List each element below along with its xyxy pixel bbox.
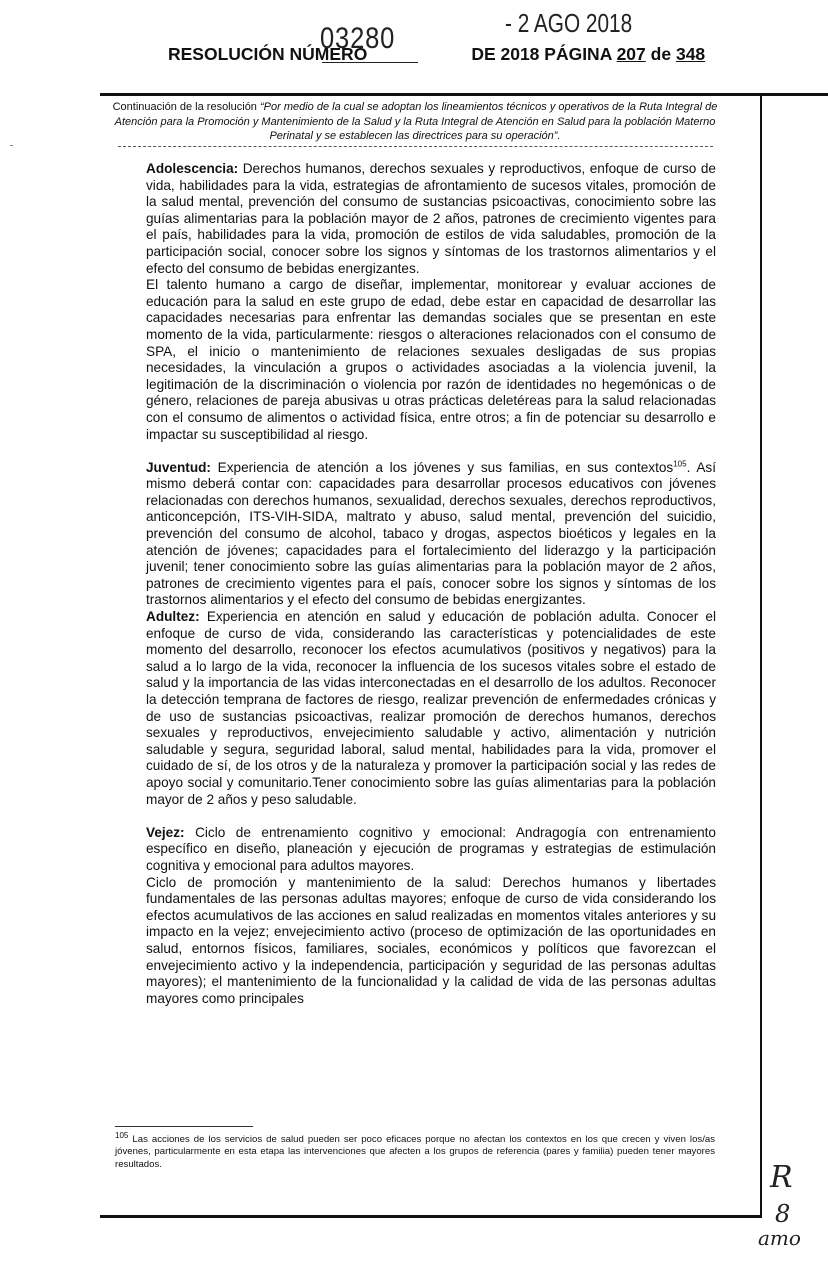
section-heading: Vejez: (146, 824, 185, 840)
paragraph-juventud (146, 460, 716, 609)
paragraph-vejez (146, 825, 716, 875)
subtitle-italic: “Por medio de la cual se adoptan los lineamientos técnicos y operativos de la Ruta Integral de Atención para la Promoción y Mantenimiento de la Salud y la Ruta Integral de Atención en Salud para la población Materno Perinatal y se establecen las directrices para su operación”. (114, 101, 718, 142)
header-rule (100, 93, 828, 96)
initial-signature-2: 8 (775, 1200, 791, 1228)
paragraph-adultez (146, 609, 716, 808)
document-body (146, 161, 716, 1007)
paragraph-text: Experiencia en atención en salud y educación de población adulta. Conocer el enfoque de curso de vida, considerando las características y potencialidades de este momento del desarrollo, reconocer los efectos acumulativos (positivos y negativos) para la salud a lo largo de la vida, reconocer la influencia de los sucesos vitales sobre el estado de salud y la importancia de las vidas interconectadas en el desarrollo de los adultos. Reconocer la detección temprana de factores de riesgo, realizar prevención de enfermedades crónicas y de uso de sustancias psicoactivas, realizar promoción de derechos humanos, derechos sexuales y reproductivos, envejecimiento saludable y activo, alimentación y nutrición saludable y segura, seguridad laboral, salud mental, habilidades para la vida, promover el cuidado de sí, de los otros y de la naturaleza y promover la participación social y las redes de apoyo social y comunitario.Tener conocimiento sobre las guías alimentarias para la población mayor de 2 años y peso saludable. (146, 609, 716, 807)
footnote-ref: 105 (673, 459, 687, 469)
initial-signature-1: R (770, 1160, 793, 1195)
subtitle-lead: Continuación de la resolución (112, 101, 260, 113)
section-heading: Adultez: (146, 609, 200, 625)
page-number: 207 (616, 44, 646, 64)
paragraph-adolescencia (146, 161, 716, 277)
initial-signature-3: amo (758, 1226, 801, 1250)
paragraph-text: . Así mismo deberá contar con: capacidades para desarrollar procesos educativos con jóvenes relacionadas con derechos humanos, sexualidad, derechos sexuales, derechos reproductivos, anticoncepción, ITS-VIH-SIDA, maltrato y abuso, salud mental, prevención del suicidio, prevención del consumo de alcohol, tabaco y drogas, aspectos bioéticos y legales en la atención de jóvenes; capacidades para el fortalecimiento del liderazgo y la participación juvenil; tener conocimiento sobre las guías alimentarias para la población mayor de 2 años, patrones de crecimiento vigentes para el país, conocer sobre los signos y síntomas de los trastornos alimentarios y el efecto del consumo de bebidas energizantes. (146, 459, 716, 608)
section-heading: Adolescencia: (146, 161, 239, 176)
footnote-rule (115, 1126, 253, 1127)
footnote-text: Las acciones de los servicios de salud pueden ser poco eficaces porque no afectan los contextos en los que crecen y viven los/as jóvenes, particularmente en esta etapa las intervenciones que afecten a los grupos de referencia (pares y familia) pueden tener mayores resultados. (115, 1134, 715, 1170)
dashed-divider (118, 146, 713, 147)
paragraph-text: Experiencia de atención a los jóvenes y sus familias, en sus contextos (210, 459, 674, 475)
page-title (168, 44, 705, 65)
footnote (115, 1130, 715, 1171)
total-pages: 348 (675, 44, 706, 64)
stamp-resolution-number: 03280 (320, 22, 396, 55)
paragraph-talento-humano (146, 277, 716, 443)
scan-mark (10, 145, 13, 146)
title-mid: DE 2018 PÁGINA (471, 44, 612, 64)
section-heading: Juventud: (146, 459, 211, 475)
paragraph-text: El talento humano a cargo de diseñar, implementar, monitorear y evaluar acciones de educación para la salud en este grupo de edad, debe estar en capacidad de desarrollar las capacidades necesarias para enfrentar las demandas sociales que se presentan en este momento de la vida, particularmente: riesgos o alteraciones relacionados con el consumo de SPA, el inicio o mantenimiento de relaciones sexuales desligadas de sus propias necesidades, la vinculación a grupos o actividades asociadas a la violencia juvenil, la legitimación de la discriminación o violencia por razón de identidades no hegemónicas o de género, relaciones de pareja abusivas u otras prácticas deletéreas para la salud relacionadas con el consumo de alimentos o actividad física, entre otros; a fin de potenciar su desarrollo e impactar su susceptibilidad al riesgo. (146, 277, 716, 442)
title-prefix: RESOLUCIÓN NÚMERO (168, 44, 368, 64)
frame-bottom-border (100, 1215, 762, 1218)
paragraph-text: Ciclo de promoción y mantenimiento de la salud: Derechos humanos y libertades fundamentales de las personas adultas mayores; enfoque de curso de vida considerando los efectos acumulativos de las acciones en salud realizadas en momentos vitales anteriores y su impacto en la vejez; envejecimiento activo (proceso de optimización de las oportunidades en salud, entornos físicos, familiares, sociales, económicos y políticos que favorezcan el envejecimiento activo y la independencia, participación y seguridad de las personas adultas mayores); el mantenimiento de la funcionalidad y la calidad de vida de las personas adultas mayores como principales (146, 874, 716, 1006)
paragraph-text: Ciclo de entrenamiento cognitivo y emocional: Andragogía con entrenamiento específico en diseño, planeación y ejecución de programas y estrategias de estimulación cognitiva y emocional para adultos mayores. (146, 824, 716, 873)
paragraph-ciclo-promocion (146, 875, 716, 1008)
page-of: de (650, 44, 672, 64)
footnote-number: 105 (115, 1130, 129, 1140)
paragraph-text: Derechos humanos, derechos sexuales y reproductivos, enfoque de curso de vida, habilidades para la vida, estrategias de afrontamiento de sucesos vitales, promoción de la salud mental, prevención del consumo de sustancias psicoactivas, conocimiento sobre las guías alimentarias para la población mayor de 2 años, patrones de crecimiento vigentes para el país, habilidades para la vida, promoción de estilos de vida saludables, promoción de la participación social, conocer sobre los signos y síntomas de los trastornos alimentarios y el efecto del consumo de bebidas energizantes. (146, 161, 716, 276)
stamp-date: - 2 AGO 2018 (505, 8, 633, 38)
resolution-subtitle (110, 100, 720, 144)
frame-right-border (760, 96, 762, 1217)
